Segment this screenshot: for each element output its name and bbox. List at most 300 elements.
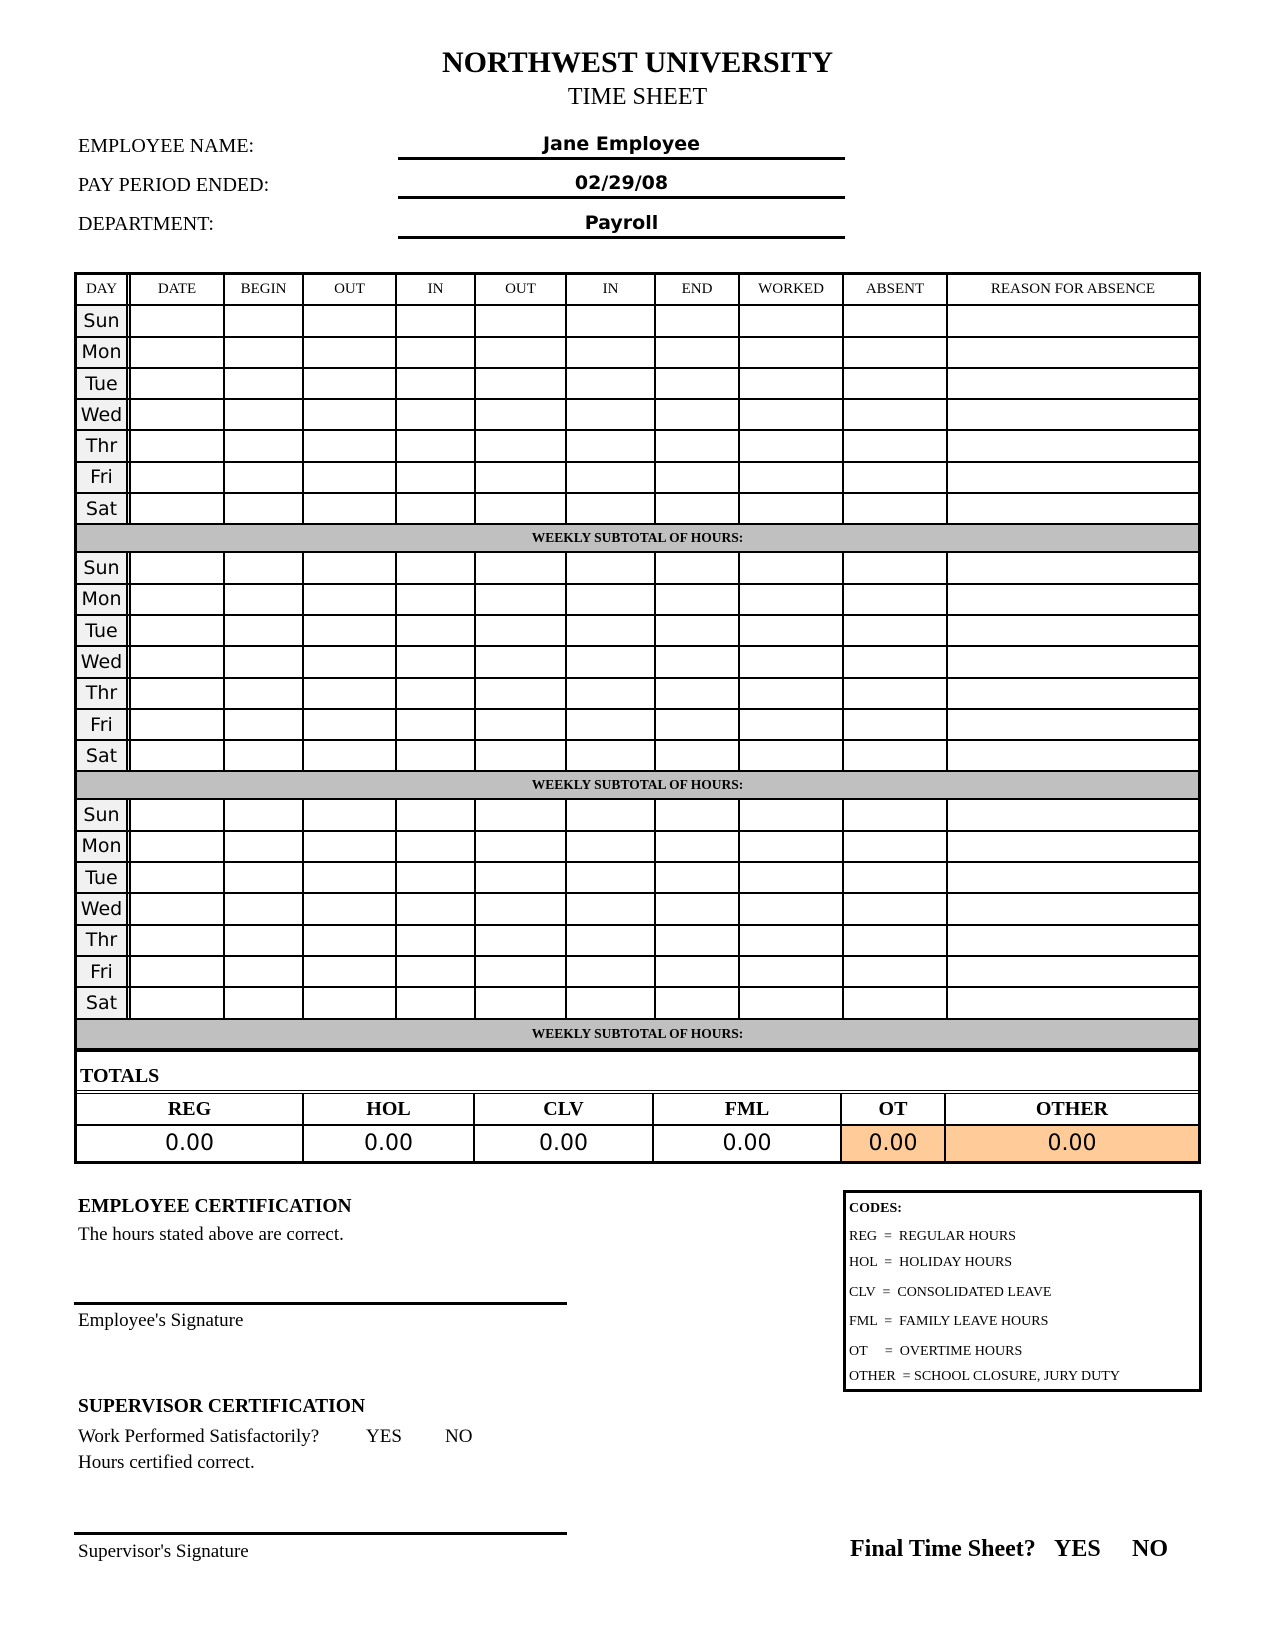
entry-cell-in[interactable] (567, 832, 656, 861)
entry-cell-worked[interactable] (740, 710, 844, 739)
day-label: Tue (77, 369, 131, 398)
supervisor-signature-label: Supervisor's Signature (78, 1541, 249, 1562)
entry-cell-out[interactable] (304, 741, 397, 770)
entry-cell-begin[interactable] (225, 647, 304, 676)
entry-cell-begin[interactable] (225, 863, 304, 892)
entry-cell-absent[interactable] (844, 463, 948, 492)
entry-cell-in[interactable] (397, 306, 476, 335)
entry-cell-date[interactable] (131, 494, 225, 523)
entry-cell-out[interactable] (304, 616, 397, 645)
entry-cell-reason-for-absence[interactable] (948, 679, 1198, 708)
entry-cell-out[interactable] (476, 369, 567, 398)
entry-cell-in[interactable] (397, 741, 476, 770)
entry-cell-date[interactable] (131, 741, 225, 770)
code-item: CLV = CONSOLIDATED LEAVE (849, 1285, 1052, 1300)
entry-cell-begin[interactable] (225, 894, 304, 923)
entry-cell-out[interactable] (476, 800, 567, 829)
entry-cell-out[interactable] (304, 647, 397, 676)
entry-cell-in[interactable] (567, 616, 656, 645)
entry-cell-absent[interactable] (844, 894, 948, 923)
entry-cell-reason-for-absence[interactable] (948, 988, 1198, 1017)
entry-cell-worked[interactable] (740, 679, 844, 708)
totals-header-row (77, 1094, 1198, 1124)
entry-cell-out[interactable] (476, 338, 567, 367)
entry-cell-begin[interactable] (225, 800, 304, 829)
day-row (77, 400, 1198, 431)
day-row (77, 338, 1198, 369)
organization-title: NORTHWEST UNIVERSITY (442, 46, 833, 79)
totals-value-reg: 0.00 (77, 1126, 304, 1161)
entry-cell-in[interactable] (567, 679, 656, 708)
entry-cell-begin[interactable] (225, 400, 304, 429)
day-row (77, 463, 1198, 494)
day-label: Wed (77, 894, 131, 923)
entry-cell-date[interactable] (131, 988, 225, 1017)
entry-cell-reason-for-absence[interactable] (948, 894, 1198, 923)
day-row (77, 988, 1198, 1019)
day-label: Tue (77, 616, 131, 645)
pay-period-label: PAY PERIOD ENDED: (78, 174, 270, 196)
entry-cell-begin[interactable] (225, 616, 304, 645)
entry-cell-end[interactable] (656, 431, 740, 460)
entry-cell-in[interactable] (397, 832, 476, 861)
entry-cell-out[interactable] (304, 463, 397, 492)
entry-cell-begin[interactable] (225, 431, 304, 460)
entry-cell-in[interactable] (397, 494, 476, 523)
entry-cell-absent[interactable] (844, 647, 948, 676)
entry-cell-begin[interactable] (225, 306, 304, 335)
entry-cell-worked[interactable] (740, 369, 844, 398)
entry-cell-end[interactable] (656, 988, 740, 1017)
column-header: DATE (131, 275, 225, 304)
day-label: Fri (77, 957, 131, 986)
entry-cell-reason-for-absence[interactable] (948, 710, 1198, 739)
column-header: WORKED (740, 275, 844, 304)
entry-cell-date[interactable] (131, 553, 225, 582)
entry-cell-out[interactable] (304, 679, 397, 708)
entry-cell-worked[interactable] (740, 894, 844, 923)
employee-signature-line[interactable] (74, 1302, 567, 1305)
entry-cell-end[interactable] (656, 800, 740, 829)
employee-name-label: EMPLOYEE NAME: (78, 135, 255, 157)
entry-cell-absent[interactable] (844, 957, 948, 986)
entry-cell-date[interactable] (131, 800, 225, 829)
day-row (77, 494, 1198, 525)
entry-cell-out[interactable] (476, 741, 567, 770)
entry-cell-out[interactable] (476, 585, 567, 614)
entry-cell-in[interactable] (567, 800, 656, 829)
entry-cell-in[interactable] (567, 553, 656, 582)
entry-cell-absent[interactable] (844, 926, 948, 955)
entry-cell-worked[interactable] (740, 306, 844, 335)
entry-cell-date[interactable] (131, 926, 225, 955)
entry-cell-out[interactable] (476, 553, 567, 582)
entry-cell-in[interactable] (567, 585, 656, 614)
entry-cell-absent[interactable] (844, 741, 948, 770)
entry-cell-end[interactable] (656, 863, 740, 892)
entry-cell-in[interactable] (397, 710, 476, 739)
entry-cell-in[interactable] (567, 988, 656, 1017)
entry-cell-out[interactable] (476, 957, 567, 986)
entry-cell-in[interactable] (567, 369, 656, 398)
entry-cell-absent[interactable] (844, 800, 948, 829)
entry-cell-in[interactable] (397, 647, 476, 676)
day-row (77, 585, 1198, 616)
day-label: Fri (77, 463, 131, 492)
employee-signature-label: Employee's Signature (78, 1310, 244, 1331)
entry-cell-end[interactable] (656, 494, 740, 523)
entry-cell-absent[interactable] (844, 306, 948, 335)
entry-cell-worked[interactable] (740, 494, 844, 523)
code-item: REG = REGULAR HOURS (849, 1229, 1016, 1244)
day-label: Wed (77, 647, 131, 676)
satisfactory-yes-option[interactable]: YES (366, 1426, 402, 1447)
entry-cell-out[interactable] (476, 616, 567, 645)
entry-cell-out[interactable] (476, 647, 567, 676)
entry-cell-absent[interactable] (844, 400, 948, 429)
entry-cell-absent[interactable] (844, 338, 948, 367)
entry-cell-end[interactable] (656, 710, 740, 739)
entry-cell-begin[interactable] (225, 553, 304, 582)
satisfactory-no-option[interactable]: NO (445, 1426, 473, 1447)
entry-cell-absent[interactable] (844, 679, 948, 708)
entry-cell-out[interactable] (304, 988, 397, 1017)
weekly-subtotal-row (77, 1020, 1198, 1048)
day-row (77, 832, 1198, 863)
day-row (77, 369, 1198, 400)
entry-cell-begin[interactable] (225, 710, 304, 739)
supervisor-certification-heading: SUPERVISOR CERTIFICATION (78, 1396, 366, 1417)
entry-cell-begin[interactable] (225, 494, 304, 523)
entry-cell-in[interactable] (397, 616, 476, 645)
entry-cell-date[interactable] (131, 338, 225, 367)
entry-cell-worked[interactable] (740, 553, 844, 582)
codes-heading: CODES: (849, 1201, 902, 1216)
entry-cell-begin[interactable] (225, 338, 304, 367)
entry-cell-begin[interactable] (225, 679, 304, 708)
entry-cell-in[interactable] (567, 741, 656, 770)
entry-cell-absent[interactable] (844, 863, 948, 892)
entry-cell-reason-for-absence[interactable] (948, 306, 1198, 335)
entry-cell-reason-for-absence[interactable] (948, 741, 1198, 770)
entry-cell-end[interactable] (656, 832, 740, 861)
day-row (77, 800, 1198, 831)
entry-cell-worked[interactable] (740, 616, 844, 645)
entry-cell-begin[interactable] (225, 741, 304, 770)
entry-cell-date[interactable] (131, 710, 225, 739)
day-row (77, 679, 1198, 710)
column-header: DAY (77, 275, 131, 304)
entry-cell-date[interactable] (131, 463, 225, 492)
weekly-subtotal-label: WEEKLY SUBTOTAL OF HOURS: (531, 777, 744, 793)
entry-cell-in[interactable] (567, 338, 656, 367)
final-yes-option[interactable]: YES (1054, 1536, 1101, 1562)
entry-cell-out[interactable] (476, 926, 567, 955)
day-row (77, 616, 1198, 647)
totals-code-reg: REG (77, 1094, 304, 1124)
entry-cell-begin[interactable] (225, 832, 304, 861)
entry-cell-worked[interactable] (740, 647, 844, 676)
code-item: HOL = HOLIDAY HOURS (849, 1255, 1013, 1270)
entry-cell-reason-for-absence[interactable] (948, 400, 1198, 429)
entry-cell-in[interactable] (397, 553, 476, 582)
department-field[interactable]: Payroll (398, 212, 845, 239)
entry-cell-in[interactable] (567, 463, 656, 492)
totals-value-ot: 0.00 (842, 1126, 946, 1161)
entry-cell-absent[interactable] (844, 585, 948, 614)
entry-cell-out[interactable] (476, 431, 567, 460)
totals-label: TOTALS (77, 1052, 1198, 1094)
entry-cell-worked[interactable] (740, 431, 844, 460)
day-row (77, 553, 1198, 584)
entry-cell-end[interactable] (656, 306, 740, 335)
entry-cell-out[interactable] (304, 431, 397, 460)
weekly-subtotal-row (77, 525, 1198, 553)
entry-cell-end[interactable] (656, 647, 740, 676)
entry-cell-out[interactable] (304, 863, 397, 892)
entry-cell-in[interactable] (397, 863, 476, 892)
day-label: Tue (77, 863, 131, 892)
entry-cell-reason-for-absence[interactable] (948, 463, 1198, 492)
entry-cell-end[interactable] (656, 741, 740, 770)
entry-cell-in[interactable] (397, 894, 476, 923)
entry-cell-reason-for-absence[interactable] (948, 647, 1198, 676)
entry-cell-end[interactable] (656, 616, 740, 645)
entry-cell-begin[interactable] (225, 585, 304, 614)
entry-cell-begin[interactable] (225, 463, 304, 492)
day-label: Sun (77, 553, 131, 582)
entry-cell-end[interactable] (656, 926, 740, 955)
entry-cell-worked[interactable] (740, 338, 844, 367)
entry-cell-out[interactable] (476, 832, 567, 861)
codes-legend (843, 1190, 1202, 1392)
entry-cell-in[interactable] (567, 894, 656, 923)
day-row (77, 863, 1198, 894)
totals-value-hol: 0.00 (304, 1126, 475, 1161)
entry-cell-out[interactable] (304, 585, 397, 614)
totals-code-ot: OT (842, 1094, 946, 1124)
entry-cell-in[interactable] (567, 431, 656, 460)
entry-cell-end[interactable] (656, 585, 740, 614)
entry-cell-out[interactable] (304, 957, 397, 986)
entry-cell-in[interactable] (397, 369, 476, 398)
entry-cell-worked[interactable] (740, 926, 844, 955)
entry-cell-end[interactable] (656, 957, 740, 986)
entry-cell-out[interactable] (476, 988, 567, 1017)
entry-cell-reason-for-absence[interactable] (948, 863, 1198, 892)
entry-cell-begin[interactable] (225, 926, 304, 955)
entry-cell-date[interactable] (131, 863, 225, 892)
entry-cell-in[interactable] (567, 306, 656, 335)
entry-cell-out[interactable] (304, 710, 397, 739)
entry-cell-reason-for-absence[interactable] (948, 369, 1198, 398)
entry-cell-out[interactable] (304, 553, 397, 582)
entry-cell-out[interactable] (304, 494, 397, 523)
final-no-option[interactable]: NO (1132, 1536, 1168, 1562)
entry-cell-end[interactable] (656, 338, 740, 367)
entry-cell-begin[interactable] (225, 369, 304, 398)
employee-name-field[interactable]: Jane Employee (398, 133, 845, 160)
entry-cell-in[interactable] (567, 710, 656, 739)
entry-cell-worked[interactable] (740, 800, 844, 829)
column-header: BEGIN (225, 275, 304, 304)
entry-cell-out[interactable] (304, 306, 397, 335)
entry-cell-worked[interactable] (740, 741, 844, 770)
entry-cell-date[interactable] (131, 679, 225, 708)
totals-code-hol: HOL (304, 1094, 475, 1124)
supervisor-signature-line[interactable] (74, 1532, 567, 1535)
employee-certification-text: The hours stated above are correct. (78, 1224, 344, 1245)
code-item: OTHER = SCHOOL CLOSURE, JURY DUTY (849, 1369, 1120, 1384)
entry-cell-in[interactable] (567, 647, 656, 676)
entry-cell-out[interactable] (476, 710, 567, 739)
entry-cell-reason-for-absence[interactable] (948, 494, 1198, 523)
entry-cell-date[interactable] (131, 894, 225, 923)
totals-code-fml: FML (654, 1094, 842, 1124)
code-item: FML = FAMILY LEAVE HOURS (849, 1314, 1049, 1329)
entry-cell-end[interactable] (656, 679, 740, 708)
entry-cell-in[interactable] (567, 863, 656, 892)
entry-cell-date[interactable] (131, 616, 225, 645)
day-label: Mon (77, 585, 131, 614)
entry-cell-end[interactable] (656, 894, 740, 923)
entry-cell-out[interactable] (476, 894, 567, 923)
entry-cell-date[interactable] (131, 585, 225, 614)
entry-cell-absent[interactable] (844, 710, 948, 739)
department-label: DEPARTMENT: (78, 213, 214, 235)
entry-cell-out[interactable] (476, 679, 567, 708)
entry-cell-in[interactable] (567, 926, 656, 955)
entry-cell-worked[interactable] (740, 463, 844, 492)
entry-cell-in[interactable] (397, 988, 476, 1017)
entry-cell-absent[interactable] (844, 616, 948, 645)
entry-cell-out[interactable] (476, 306, 567, 335)
day-row (77, 431, 1198, 462)
entry-cell-reason-for-absence[interactable] (948, 553, 1198, 582)
entry-cell-in[interactable] (567, 400, 656, 429)
entry-cell-worked[interactable] (740, 863, 844, 892)
entry-cell-in[interactable] (397, 585, 476, 614)
employee-certification-heading: EMPLOYEE CERTIFICATION (78, 1196, 352, 1217)
day-row (77, 894, 1198, 925)
entry-cell-worked[interactable] (740, 832, 844, 861)
day-label: Sat (77, 741, 131, 770)
entry-cell-date[interactable] (131, 647, 225, 676)
day-label: Mon (77, 338, 131, 367)
entry-cell-reason-for-absence[interactable] (948, 431, 1198, 460)
day-label: Mon (77, 832, 131, 861)
day-label: Sun (77, 800, 131, 829)
day-label: Sat (77, 494, 131, 523)
totals-value-clv: 0.00 (475, 1126, 654, 1161)
entry-cell-in[interactable] (397, 400, 476, 429)
entry-cell-out[interactable] (304, 369, 397, 398)
entry-cell-out[interactable] (476, 863, 567, 892)
weekly-subtotal-row (77, 772, 1198, 800)
entry-cell-reason-for-absence[interactable] (948, 800, 1198, 829)
totals-value-other: 0.00 (946, 1126, 1198, 1161)
entry-cell-in[interactable] (567, 957, 656, 986)
entry-cell-absent[interactable] (844, 832, 948, 861)
timesheet-grid (74, 272, 1201, 1051)
entry-cell-worked[interactable] (740, 988, 844, 1017)
entry-cell-reason-for-absence[interactable] (948, 957, 1198, 986)
entry-cell-out[interactable] (304, 894, 397, 923)
day-label: Thr (77, 431, 131, 460)
day-row (77, 957, 1198, 988)
totals-section (74, 1049, 1201, 1164)
entry-cell-out[interactable] (476, 400, 567, 429)
entry-cell-absent[interactable] (844, 431, 948, 460)
entry-cell-out[interactable] (476, 463, 567, 492)
entry-cell-in[interactable] (397, 338, 476, 367)
entry-cell-date[interactable] (131, 832, 225, 861)
entry-cell-out[interactable] (304, 338, 397, 367)
entry-cell-reason-for-absence[interactable] (948, 616, 1198, 645)
entry-cell-reason-for-absence[interactable] (948, 832, 1198, 861)
entry-cell-end[interactable] (656, 400, 740, 429)
final-time-sheet-question: Final Time Sheet? (850, 1536, 1036, 1562)
entry-cell-in[interactable] (567, 494, 656, 523)
entry-cell-end[interactable] (656, 553, 740, 582)
entry-cell-in[interactable] (397, 463, 476, 492)
entry-cell-worked[interactable] (740, 957, 844, 986)
entry-cell-end[interactable] (656, 369, 740, 398)
entry-cell-in[interactable] (397, 679, 476, 708)
entry-cell-reason-for-absence[interactable] (948, 926, 1198, 955)
entry-cell-reason-for-absence[interactable] (948, 338, 1198, 367)
entry-cell-in[interactable] (397, 926, 476, 955)
day-row (77, 710, 1198, 741)
day-row (77, 306, 1198, 337)
entry-cell-end[interactable] (656, 463, 740, 492)
entry-cell-out[interactable] (304, 800, 397, 829)
column-header: END (656, 275, 740, 304)
entry-cell-out[interactable] (304, 832, 397, 861)
entry-cell-out[interactable] (476, 494, 567, 523)
entry-cell-absent[interactable] (844, 553, 948, 582)
entry-cell-absent[interactable] (844, 369, 948, 398)
entry-cell-date[interactable] (131, 431, 225, 460)
entry-cell-out[interactable] (304, 926, 397, 955)
entry-cell-in[interactable] (397, 431, 476, 460)
day-label: Sun (77, 306, 131, 335)
entry-cell-date[interactable] (131, 957, 225, 986)
hours-certified-text: Hours certified correct. (78, 1452, 255, 1473)
column-header: ABSENT (844, 275, 948, 304)
day-row (77, 647, 1198, 678)
entry-cell-worked[interactable] (740, 585, 844, 614)
entry-cell-date[interactable] (131, 369, 225, 398)
grid-header-row (77, 275, 1198, 306)
entry-cell-absent[interactable] (844, 988, 948, 1017)
totals-value-row (77, 1124, 1198, 1161)
entry-cell-in[interactable] (397, 800, 476, 829)
pay-period-field[interactable]: 02/29/08 (398, 172, 845, 199)
entry-cell-in[interactable] (397, 957, 476, 986)
entry-cell-date[interactable] (131, 306, 225, 335)
day-row (77, 741, 1198, 772)
entry-cell-begin[interactable] (225, 957, 304, 986)
column-header: REASON FOR ABSENCE (990, 281, 1156, 298)
entry-cell-begin[interactable] (225, 988, 304, 1017)
entry-cell-absent[interactable] (844, 494, 948, 523)
entry-cell-date[interactable] (131, 400, 225, 429)
entry-cell-out[interactable] (304, 400, 397, 429)
satisfactory-question: Work Performed Satisfactorily? (78, 1426, 320, 1447)
entry-cell-worked[interactable] (740, 400, 844, 429)
entry-cell-reason-for-absence[interactable] (948, 585, 1198, 614)
